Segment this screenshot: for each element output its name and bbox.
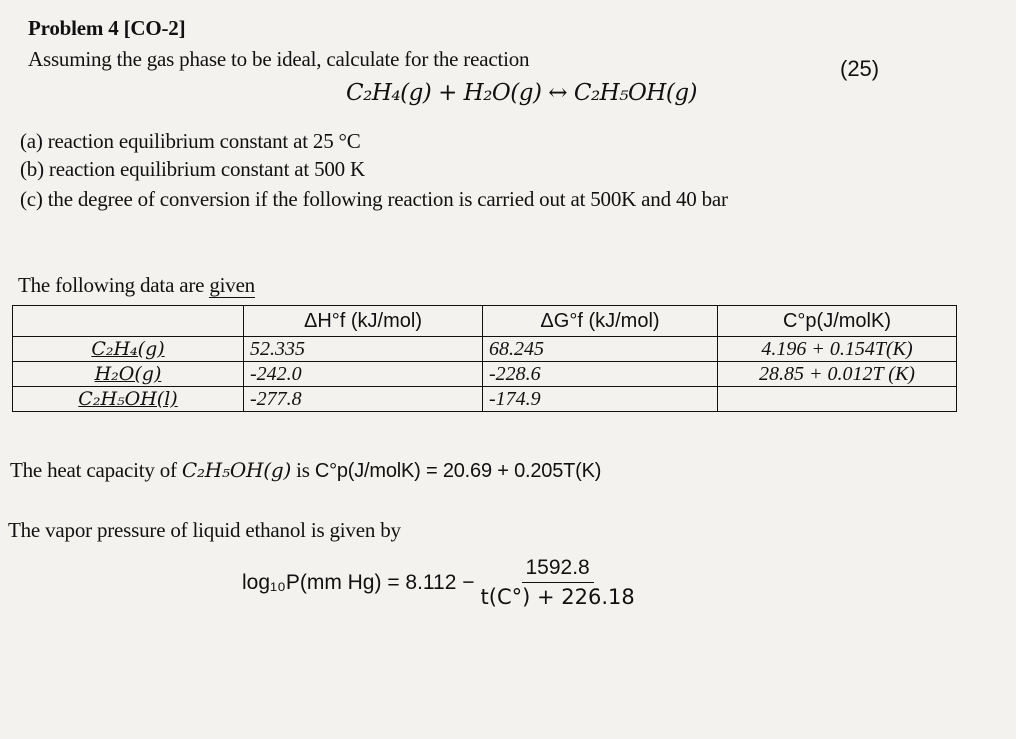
antoine-equation	[242, 556, 635, 609]
table-cell-gibbs: -174.9	[483, 387, 718, 412]
table-cell-enthalpy: 52.335	[244, 337, 483, 362]
table-header-empty	[13, 306, 244, 337]
table-cell-gibbs: -228.6	[483, 362, 718, 387]
part-b: (b) reaction equilibrium constant at 500 K	[20, 157, 366, 181]
heat-capacity-is: is	[291, 458, 315, 482]
table-cell-species: C₂H₅OH(l)	[13, 387, 244, 412]
table-header-enthalpy: ΔH°f (kJ/mol)	[244, 306, 483, 337]
thermo-data-table	[12, 305, 957, 412]
heat-capacity-species: C₂H₅OH(g)	[181, 458, 292, 482]
table-header-gibbs: ΔG°f (kJ/mol)	[483, 306, 718, 337]
reaction-equation: C₂H₄(g) + H₂O(g) ↔ C₂H₅OH(g)	[346, 80, 698, 106]
vapor-pressure-statement: The vapor pressure of liquid ethanol is given by	[8, 518, 401, 542]
table-cell-gibbs: 68.245	[483, 337, 718, 362]
table-cell-enthalpy: -242.0	[244, 362, 483, 387]
antoine-lhs: log₁₀P(mm Hg) = 8.112 −	[242, 570, 475, 594]
part-a: (a) reaction equilibrium constant at 25 °C	[20, 129, 361, 153]
data-intro-underlined: given	[209, 273, 255, 297]
antoine-fraction	[481, 556, 635, 609]
marks-label: (25)	[840, 56, 880, 81]
heat-capacity-statement	[10, 458, 601, 483]
antoine-denominator: t(C°) + 226.18	[480, 585, 635, 609]
data-intro-lead: The following data are	[18, 273, 210, 297]
table-cell-species: C₂H₄(g)	[13, 337, 244, 362]
table-cell-enthalpy: -277.8	[244, 387, 483, 412]
problem-title: Problem 4 [CO-2]	[28, 16, 186, 40]
table-cell-heat-capacity	[718, 387, 957, 412]
data-intro	[18, 273, 255, 298]
table-cell-heat-capacity: 28.85 + 0.012T (K)	[718, 362, 957, 387]
part-c: (c) the degree of conversion if the following reaction is carried out at 500K and 40 bar	[20, 187, 728, 211]
table-cell-heat-capacity: 4.196 + 0.154T(K)	[718, 337, 957, 362]
heat-capacity-lead: The heat capacity of	[10, 458, 182, 482]
antoine-numerator: 1592.8	[522, 556, 594, 583]
table-header-heat-capacity: C°p(J/molK)	[718, 306, 957, 337]
table-row	[13, 387, 957, 412]
heat-capacity-equation: C°p(J/molK) = 20.69 + 0.205T(K)	[314, 460, 602, 482]
table-header-row	[13, 306, 957, 337]
table-row	[13, 362, 957, 387]
table-row	[13, 337, 957, 362]
problem-intro: Assuming the gas phase to be ideal, calculate for the reaction	[28, 47, 530, 71]
table-cell-species: H₂O(g)	[13, 362, 244, 387]
